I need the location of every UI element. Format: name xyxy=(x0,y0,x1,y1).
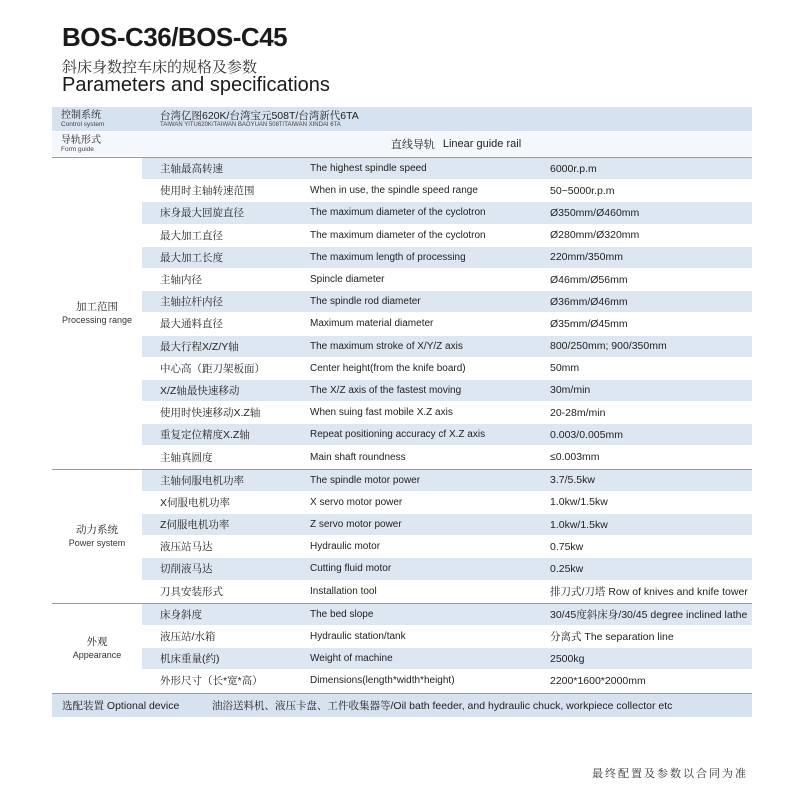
cell-val: 3.7/5.5kw xyxy=(550,474,595,487)
cell-en: Hydraulic motor xyxy=(310,541,381,553)
cell-en: Z servo motor power xyxy=(310,519,402,531)
cell-cn: 主轴内径 xyxy=(160,274,202,287)
spec-group xyxy=(52,469,752,603)
group-label xyxy=(52,158,142,469)
spec-group xyxy=(52,603,752,693)
table-row xyxy=(142,470,752,492)
page-title: BOS-C36/BOS-C45 xyxy=(62,22,288,52)
cell-val: Ø350mm/Ø460mm xyxy=(550,206,640,219)
cell-en: The X/Z axis of the fastest moving xyxy=(310,384,462,396)
table-row xyxy=(142,670,752,692)
table-row xyxy=(142,514,752,536)
table-row xyxy=(142,581,752,603)
control-system-label-cn: 控制系统 xyxy=(61,109,101,121)
cell-cn: 主轴拉杆内径 xyxy=(160,296,223,309)
cell-en: The bed slope xyxy=(310,608,374,620)
table-row xyxy=(142,291,752,313)
cell-val: 0.75kw xyxy=(550,540,584,553)
group-label xyxy=(52,470,142,603)
cell-val: Ø280mm/Ø320mm xyxy=(550,229,640,242)
cell-cn: 重复定位精度X.Z轴 xyxy=(160,429,250,442)
cell-en: Dimensions(length*width*height) xyxy=(310,675,455,687)
table-row xyxy=(142,446,752,468)
cell-val: 2500kg xyxy=(550,652,585,665)
cell-en: Installation tool xyxy=(310,585,377,597)
table-row xyxy=(142,358,752,380)
group-rows xyxy=(142,158,752,469)
subtitle-english: Parameters and specifications xyxy=(62,74,330,96)
cell-val: Ø46mm/Ø56mm xyxy=(550,273,628,286)
guide-value-en: Linear guide rail xyxy=(442,138,522,150)
cell-en: Repeat positioning accuracy cf X.Z axis xyxy=(310,429,486,441)
cell-cn: 床身斜度 xyxy=(160,608,202,621)
cell-cn: 最大通料直径 xyxy=(160,318,223,331)
table-row xyxy=(142,626,752,648)
cell-en: When in use, the spindle speed range xyxy=(310,185,478,197)
guide-label-en: Form guide xyxy=(61,145,94,153)
cell-cn: 使用时快速移动X.Z轴 xyxy=(160,407,261,420)
group-label-en: Processing range xyxy=(61,315,133,326)
spec-group xyxy=(52,157,752,469)
optional-device-label: 选配装置 Optional device xyxy=(62,699,180,712)
cell-cn: 刀具安装形式 xyxy=(160,585,223,598)
table-row xyxy=(142,380,752,402)
cell-val: ≤0.003mm xyxy=(550,451,600,464)
control-system-value xyxy=(157,107,752,131)
group-label xyxy=(52,604,142,693)
control-system-label xyxy=(52,107,157,131)
cell-cn: Z伺服电机功率 xyxy=(160,519,230,532)
cell-val: Ø35mm/Ø45mm xyxy=(550,317,628,330)
cell-val: 排刀式/刀塔 Row of knives and knife tower xyxy=(550,585,748,598)
group-rows xyxy=(142,604,752,693)
cell-val: 20-28m/min xyxy=(550,406,606,419)
cell-en: The maximum stroke of X/Y/Z axis xyxy=(310,340,463,352)
cell-en: Cutting fluid motor xyxy=(310,563,392,575)
control-system-value-cn: 台湾亿图620K/台湾宝元508T/台湾新代6TA xyxy=(160,109,359,122)
cell-cn: 机床重量(约) xyxy=(160,653,220,666)
cell-val: 220mm/350mm xyxy=(550,251,623,264)
cell-en: Hydraulic station/tank xyxy=(310,631,406,643)
cell-val: Ø36mm/Ø46mm xyxy=(550,295,628,308)
cell-cn: 液压站马达 xyxy=(160,541,213,554)
optional-device-row xyxy=(52,693,752,717)
cell-val: 2200*1600*2000mm xyxy=(550,674,646,687)
guide-row xyxy=(52,132,752,157)
cell-val: 0.003/0.005mm xyxy=(550,428,623,441)
cell-en: The maximum diameter of the cyclotron xyxy=(310,229,486,241)
group-rows xyxy=(142,470,752,603)
cell-en: The maximum length of processing xyxy=(310,251,466,263)
cell-cn: 主轴真圆度 xyxy=(160,451,213,464)
cell-cn: 最大行程X/Z/Y轴 xyxy=(160,340,239,353)
group-label-en: Power system xyxy=(68,538,126,549)
group-label-en: Appearance xyxy=(72,650,122,661)
cell-cn: 床身最大回旋直径 xyxy=(160,207,244,220)
control-system-label-en: Control system xyxy=(61,120,105,128)
subtitle-chinese: 斜床身数控车床的规格及参数 xyxy=(62,59,258,76)
table-row xyxy=(142,180,752,202)
cell-cn: X/Z轴最快速移动 xyxy=(160,384,240,397)
cell-val: 50mm xyxy=(550,362,580,375)
optional-device-value: 油浴送料机、液压卡盘、工件收集器等/Oil bath feeder, and hydraulic chuck, workpiece collector etc xyxy=(212,699,673,712)
table-row xyxy=(142,558,752,580)
table-row xyxy=(142,336,752,358)
table-row xyxy=(142,313,752,335)
cell-cn: 主轴最高转速 xyxy=(160,163,223,176)
cell-en: Center height(from the knife board) xyxy=(310,362,466,374)
group-label-cn: 加工范围 xyxy=(76,301,118,314)
table-row xyxy=(142,492,752,514)
cell-en: The highest spindle speed xyxy=(310,163,427,175)
cell-en: Spincle diameter xyxy=(310,274,385,286)
guide-value xyxy=(157,132,752,156)
cell-cn: 最大加工长度 xyxy=(160,251,223,264)
cell-cn: 外形尺寸（长*宽*高） xyxy=(160,675,263,688)
cell-cn: 使用时主轴转速范围 xyxy=(160,185,255,198)
table-row xyxy=(142,648,752,670)
table-row xyxy=(142,247,752,269)
cell-cn: 液压站/水箱 xyxy=(160,631,216,644)
cell-en: When suing fast mobile X.Z axis xyxy=(310,407,453,419)
guide-label-cn: 导轨形式 xyxy=(61,134,101,146)
cell-cn: 主轴伺服电机功率 xyxy=(160,474,244,487)
cell-val: 分离式 The separation line xyxy=(550,631,674,644)
table-row xyxy=(142,402,752,424)
table-row xyxy=(142,225,752,247)
cell-en: Maximum material diameter xyxy=(310,318,434,330)
table-row xyxy=(142,269,752,291)
cell-val: 50~5000r.p.m xyxy=(550,184,615,197)
cell-val: 1.0kw/1.5kw xyxy=(550,496,608,509)
cell-val: 30m/min xyxy=(550,384,591,397)
cell-cn: 中心高（距刀架板面） xyxy=(160,362,265,375)
table-row xyxy=(142,604,752,626)
cell-val: 1.0kw/1.5kw xyxy=(550,518,608,531)
cell-val: 800/250mm; 900/350mm xyxy=(550,340,667,353)
guide-label xyxy=(52,132,157,156)
cell-en: Main shaft roundness xyxy=(310,451,406,463)
table-row xyxy=(142,158,752,180)
guide-value-cn: 直线导轨 xyxy=(390,139,435,151)
spec-groups xyxy=(52,157,752,693)
group-label-cn: 动力系统 xyxy=(76,524,118,537)
table-row xyxy=(142,202,752,224)
spec-table xyxy=(52,107,752,717)
cell-en: The spindle motor power xyxy=(310,474,421,486)
cell-val: 0.25kw xyxy=(550,562,584,575)
cell-cn: X伺服电机功率 xyxy=(160,496,231,509)
footer-note: 最终配置及参数以合同为准 xyxy=(592,768,748,780)
cell-en: X servo motor power xyxy=(310,496,403,508)
group-label-cn: 外观 xyxy=(86,636,108,649)
cell-en: The spindle rod diameter xyxy=(310,296,421,308)
cell-en: The maximum diameter of the cyclotron xyxy=(310,207,486,219)
cell-val: 6000r.p.m xyxy=(550,162,597,175)
cell-en: Weight of machine xyxy=(310,653,393,665)
control-system-value-en: TAIWAN YITU620K/TAIWAN BAOYUAN 508T/TAIWAN XINDAI 6TA xyxy=(160,121,341,128)
table-row xyxy=(142,536,752,558)
table-row xyxy=(142,424,752,446)
cell-cn: 最大加工直径 xyxy=(160,229,223,242)
cell-val: 30/45度斜床身/30/45 degree inclined lathe xyxy=(550,608,748,621)
control-system-row xyxy=(52,107,752,132)
cell-cn: 切削液马达 xyxy=(160,563,213,576)
